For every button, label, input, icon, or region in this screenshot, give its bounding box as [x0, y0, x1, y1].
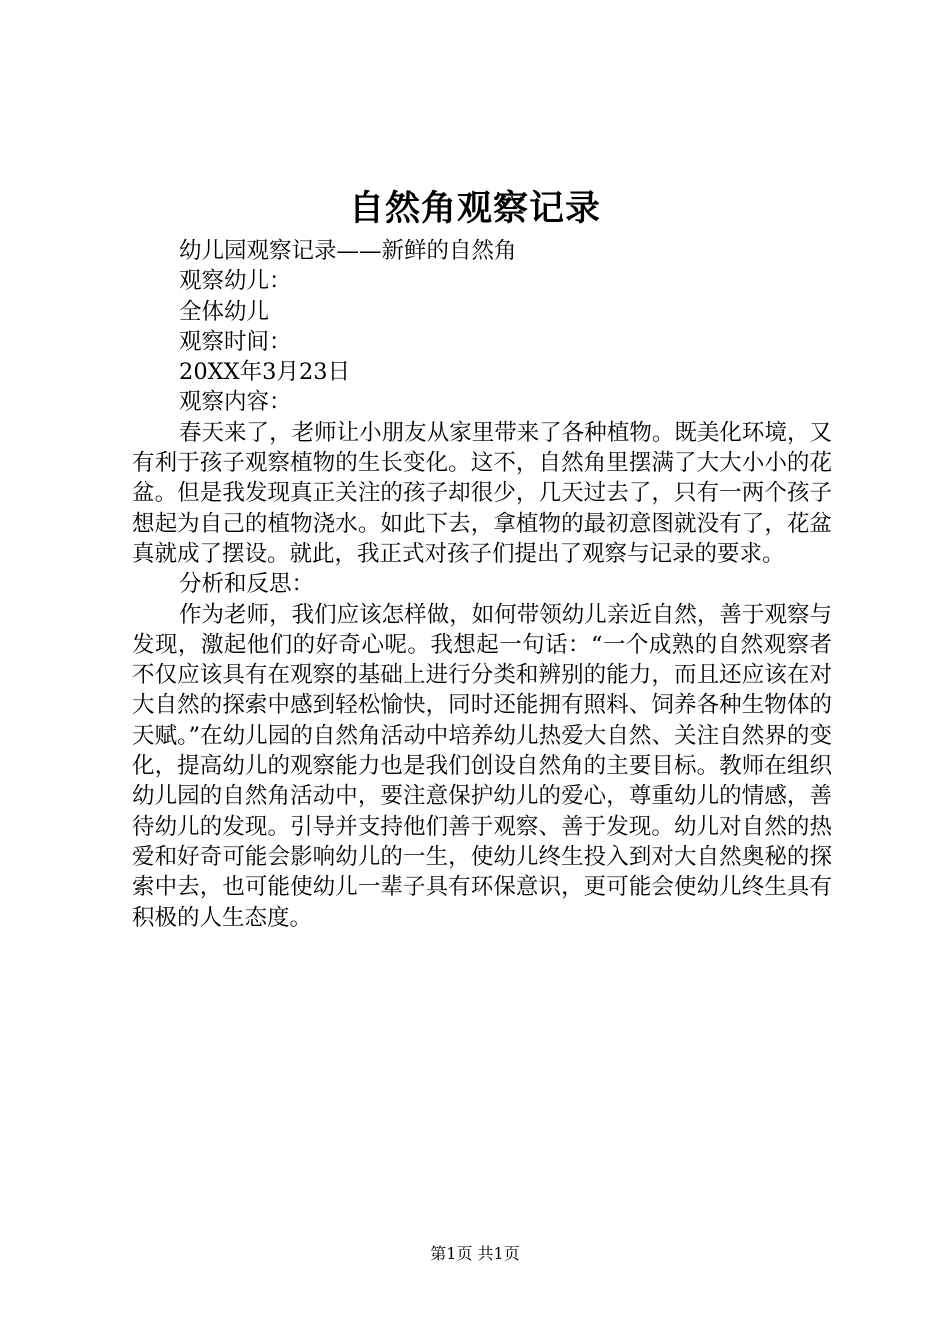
document-body: [132, 236, 832, 933]
analysis-paragraph: 作为老师，我们应该怎样做，如何带领幼儿亲近自然，善于观察与发现，激起他们的好奇心呢。我想起一句话：“一个成熟的自然观察者不仅应该具有在观察的基础上进行分类和辨别的能力，而且还应该在对大自然的探索中感到轻松愉快，同时还能拥有照料、饲养各种生物体的天赋。”在幼儿园的自然角活动中培养幼儿热爱大自然、关注自然界的变化，提高幼儿的观察能力也是我们创设自然角的主要目标。教师在组织幼儿园的自然角活动中，要注意保护幼儿的爱心，尊重幼儿的情感，善待幼儿的发现。引导并支持他们善于观察、善于发现。幼儿对自然的热爱和好奇可能会影响幼儿的一生，使幼儿终生投入到对大自然奥秘的探索中去，也可能使幼儿一辈子具有环保意识，更可能会使幼儿终生具有积极的人生态度。: [132, 601, 832, 931]
page-title: 自然角观察记录: [348, 188, 601, 229]
observed-label: 观察幼儿：: [179, 268, 292, 295]
content-label: 观察内容：: [179, 389, 292, 416]
time-value: 20XX年3月23日: [179, 359, 351, 386]
time-label: 观察时间：: [179, 328, 292, 355]
observed-value: 全体幼儿: [179, 298, 270, 325]
content-paragraph: 春天来了，老师让小朋友从家里带来了各种植物。既美化环境，又有利于孩子观察植物的生长变化。这不，自然角里摆满了大大小小的花盆。但是我发现真正关注的孩子却很少，几天过去了，只有一两个孩子想起为自己的植物浇水。如此下去，拿植物的最初意图就没有了，花盆真就成了摆设。就此，我正式对孩子们提出了观察与记录的要求。: [132, 419, 832, 567]
subtitle: 幼儿园观察记录——新鲜的自然角: [179, 238, 517, 264]
analysis-label: 分析和反思：: [179, 571, 315, 598]
page-footer: 第1页 共1页: [430, 1244, 520, 1263]
